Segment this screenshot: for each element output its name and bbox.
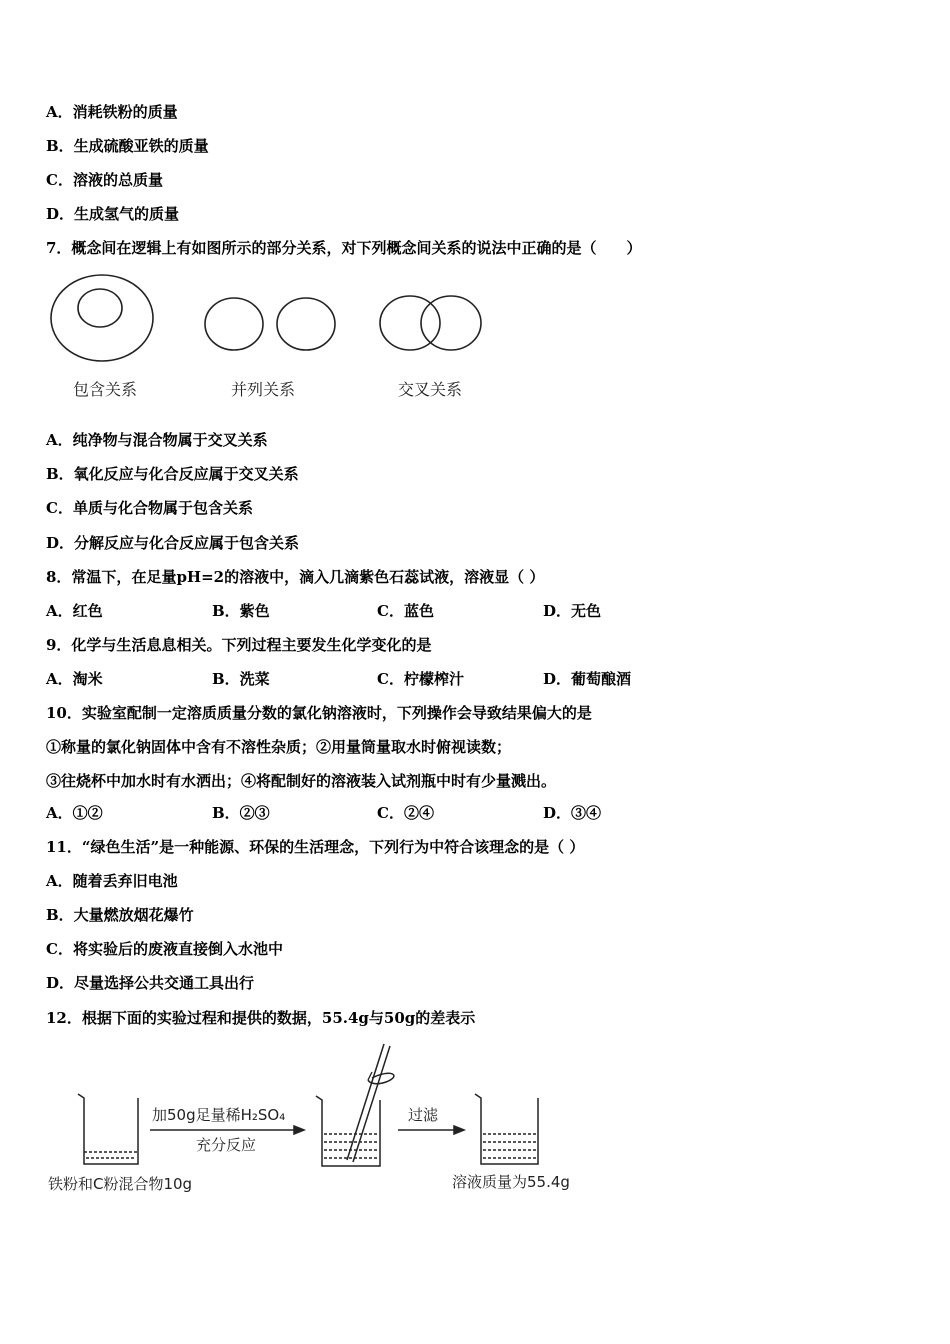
q8-option-d: D．无色 — [543, 602, 602, 620]
label-parallel: 并列关系 — [231, 380, 296, 399]
q10-option-b: B．②③ — [212, 804, 270, 822]
q10-option-d: D．③④ — [543, 804, 602, 822]
reagent-label — [152, 1104, 285, 1125]
q7-option-c: C．单质与化合物属于包含关系 — [46, 499, 253, 517]
q9-stem: 9．化学与生活息息相关。下列过程主要发生化学变化的是 — [46, 636, 432, 654]
solution-mass-label: 溶液质量为55.4g — [452, 1173, 570, 1191]
q7-stem: 7．概念间在逻辑上有如图所示的部分关系，对下列概念间关系的说法中正确的是（ ） — [46, 239, 642, 257]
q6-option-b: B．生成硫酸亚铁的质量 — [46, 137, 209, 155]
q11-stem: 11．“绿色生活”是一种能源、环保的生活理念，下列行为中符合该理念的是（ ） — [46, 838, 585, 856]
q9-option-b: B．洗菜 — [212, 670, 270, 688]
q8-option-a: A．红色 — [46, 602, 103, 620]
beaker-3 — [475, 1094, 538, 1164]
q12-stem: 12．根据下面的实验过程和提供的数据，55.4g与50g的差表示 — [46, 1009, 476, 1027]
q10-statement-1: ①称量的氯化钠固体中含有不溶性杂质；②用量筒量取水时俯视读数； — [46, 738, 512, 756]
q6-option-a: A．消耗铁粉的质量 — [46, 103, 178, 121]
q9-option-a: A．淘米 — [46, 670, 103, 688]
filter-label: 过滤 — [408, 1106, 439, 1124]
beaker-1 — [78, 1094, 138, 1164]
q6-option-d: D．生成氢气的质量 — [46, 205, 180, 223]
q11-option-b: B．大量燃放烟花爆竹 — [46, 906, 194, 924]
q10-option-a: A．①② — [46, 804, 103, 822]
label-containment: 包含关系 — [73, 380, 138, 399]
label-intersect: 交叉关系 — [398, 380, 463, 399]
glass-rod — [347, 1044, 394, 1162]
reaction-label: 充分反应 — [196, 1136, 257, 1154]
q10-stem: 10．实验室配制一定溶质质量分数的氯化钠溶液时，下列操作会导致结果偏大的是 — [46, 704, 592, 722]
reagent-label-text: 加50g足量稀 — [152, 1106, 241, 1124]
q11-option-a: A．随着丢弃旧电池 — [46, 872, 178, 890]
q11-option-c: C．将实验后的废液直接倒入水池中 — [46, 940, 283, 958]
q7-option-a: A．纯净物与混合物属于交叉关系 — [46, 431, 268, 449]
q11-option-d: D．尽量选择公共交通工具出行 — [46, 974, 255, 992]
q7-option-d: D．分解反应与化合反应属于包含关系 — [46, 534, 300, 552]
q6-option-c: C．溶液的总质量 — [46, 171, 163, 189]
q8-option-b: B．紫色 — [212, 602, 270, 620]
reagent-formula: H₂SO₄ — [240, 1106, 286, 1124]
q9-option-d: D．葡萄酿酒 — [543, 670, 632, 688]
arrow-2 — [398, 1126, 464, 1134]
q8-option-c: C．蓝色 — [377, 602, 434, 620]
q10-option-c: C．②④ — [377, 804, 434, 822]
q10-statement-2: ③往烧杯中加水时有水洒出；④将配制好的溶液装入试剂瓶中时有少量溅出。 — [46, 772, 557, 790]
q7-option-b: B．氧化反应与化合反应属于交叉关系 — [46, 465, 299, 483]
q8-stem: 8．常温下，在足量pH=2的溶液中，滴入几滴紫色石蕊试液，溶液显（ ） — [46, 568, 545, 586]
q9-option-c: C．柠檬榨汁 — [377, 670, 464, 688]
arrow-1 — [150, 1126, 304, 1134]
start-mixture-label: 铁粉和C粉混合物10g — [48, 1175, 193, 1193]
